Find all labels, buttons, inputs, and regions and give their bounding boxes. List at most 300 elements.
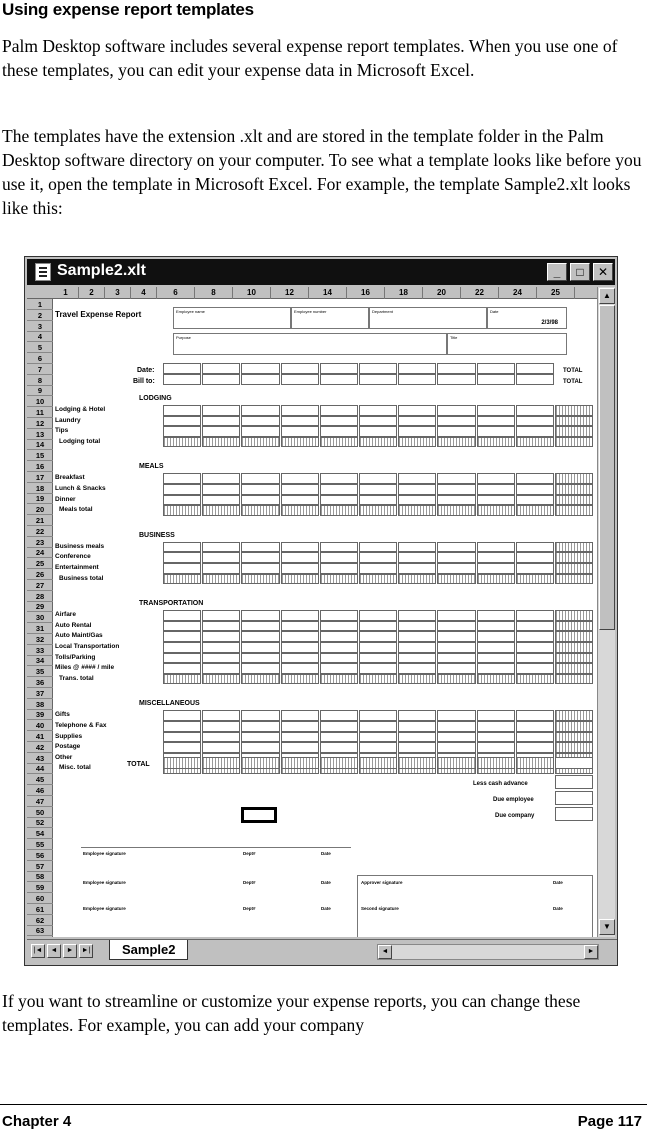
expense-cell[interactable] xyxy=(281,495,319,506)
expense-cell[interactable] xyxy=(163,473,201,484)
expense-cell[interactable] xyxy=(241,484,279,495)
column-header[interactable]: 2 xyxy=(79,287,105,299)
expense-cell[interactable] xyxy=(398,721,436,732)
row-header[interactable]: 44 xyxy=(27,763,53,774)
date-cell[interactable] xyxy=(359,363,397,374)
expense-cell[interactable] xyxy=(359,721,397,732)
expense-cell[interactable] xyxy=(516,405,554,416)
next-sheet-button[interactable]: ► xyxy=(63,944,77,958)
vertical-scrollbar[interactable] xyxy=(597,287,615,937)
row-header[interactable]: 52 xyxy=(27,817,53,828)
row-header[interactable]: 30 xyxy=(27,612,53,623)
row-header[interactable]: 47 xyxy=(27,796,53,807)
date-cell[interactable] xyxy=(437,374,475,385)
vertical-scroll-thumb[interactable] xyxy=(599,305,615,630)
expense-cell[interactable] xyxy=(241,552,279,563)
due-employee-cell[interactable] xyxy=(555,791,593,805)
date-cell[interactable] xyxy=(437,363,475,374)
expense-cell[interactable] xyxy=(398,484,436,495)
expense-cell[interactable] xyxy=(320,721,358,732)
expense-cell[interactable] xyxy=(398,653,436,664)
expense-cell[interactable] xyxy=(516,631,554,642)
expense-cell[interactable] xyxy=(437,563,475,574)
column-header[interactable]: 20 xyxy=(423,287,461,299)
expense-cell[interactable] xyxy=(398,621,436,632)
expense-cell[interactable] xyxy=(437,416,475,427)
row-header[interactable]: 7 xyxy=(27,364,53,375)
expense-cell[interactable] xyxy=(477,552,515,563)
expense-cell[interactable] xyxy=(281,721,319,732)
date-cell[interactable] xyxy=(516,374,554,385)
spreadsheet-grid[interactable] xyxy=(53,299,597,937)
expense-cell[interactable] xyxy=(320,484,358,495)
row-header[interactable]: 17 xyxy=(27,472,53,483)
expense-cell[interactable] xyxy=(398,542,436,553)
expense-cell[interactable] xyxy=(359,610,397,621)
expense-cell[interactable] xyxy=(163,563,201,574)
row-header[interactable]: 35 xyxy=(27,666,53,677)
row-header[interactable]: 45 xyxy=(27,774,53,785)
expense-cell[interactable] xyxy=(241,653,279,664)
expense-cell[interactable] xyxy=(163,642,201,653)
expense-cell[interactable] xyxy=(320,405,358,416)
expense-cell[interactable] xyxy=(320,542,358,553)
expense-cell[interactable] xyxy=(281,542,319,553)
row-header[interactable]: 43 xyxy=(27,753,53,764)
expense-cell[interactable] xyxy=(320,732,358,743)
expense-cell[interactable] xyxy=(320,610,358,621)
column-header[interactable]: 18 xyxy=(385,287,423,299)
expense-cell[interactable] xyxy=(241,721,279,732)
expense-cell[interactable] xyxy=(163,542,201,553)
expense-cell[interactable] xyxy=(281,732,319,743)
expense-cell[interactable] xyxy=(516,732,554,743)
last-sheet-button[interactable]: ►| xyxy=(79,944,93,958)
expense-cell[interactable] xyxy=(202,663,240,674)
date-field[interactable] xyxy=(487,307,567,329)
expense-cell[interactable] xyxy=(202,426,240,437)
expense-cell[interactable] xyxy=(281,405,319,416)
expense-cell[interactable] xyxy=(320,653,358,664)
expense-cell[interactable] xyxy=(359,495,397,506)
expense-cell[interactable] xyxy=(437,631,475,642)
row-header[interactable]: 32 xyxy=(27,634,53,645)
expense-cell[interactable] xyxy=(163,732,201,743)
column-header[interactable]: 16 xyxy=(347,287,385,299)
row-header[interactable]: 9 xyxy=(27,385,53,396)
expense-cell[interactable] xyxy=(359,742,397,753)
row-header[interactable]: 40 xyxy=(27,720,53,731)
expense-cell[interactable] xyxy=(281,473,319,484)
expense-cell[interactable] xyxy=(202,642,240,653)
expense-cell[interactable] xyxy=(398,742,436,753)
row-header[interactable]: 12 xyxy=(27,418,53,429)
expense-cell[interactable] xyxy=(437,405,475,416)
expense-cell[interactable] xyxy=(241,495,279,506)
expense-cell[interactable] xyxy=(320,416,358,427)
purpose-field[interactable] xyxy=(173,333,447,355)
expense-cell[interactable] xyxy=(241,563,279,574)
expense-cell[interactable] xyxy=(398,405,436,416)
expense-cell[interactable] xyxy=(163,710,201,721)
expense-cell[interactable] xyxy=(241,426,279,437)
expense-cell[interactable] xyxy=(477,742,515,753)
minimize-button[interactable]: _ xyxy=(547,263,567,281)
expense-cell[interactable] xyxy=(281,416,319,427)
date-cell[interactable] xyxy=(281,363,319,374)
expense-cell[interactable] xyxy=(359,653,397,664)
column-header[interactable]: 6 xyxy=(157,287,195,299)
expense-cell[interactable] xyxy=(163,610,201,621)
expense-cell[interactable] xyxy=(516,621,554,632)
row-header[interactable]: 50 xyxy=(27,807,53,818)
cash-advance-cell[interactable] xyxy=(555,775,593,789)
title-field[interactable] xyxy=(447,333,567,355)
expense-cell[interactable] xyxy=(477,473,515,484)
expense-cell[interactable] xyxy=(241,642,279,653)
expense-cell[interactable] xyxy=(202,495,240,506)
expense-cell[interactable] xyxy=(437,621,475,632)
expense-cell[interactable] xyxy=(320,642,358,653)
expense-cell[interactable] xyxy=(477,721,515,732)
expense-cell[interactable] xyxy=(398,552,436,563)
expense-cell[interactable] xyxy=(477,542,515,553)
row-header[interactable]: 24 xyxy=(27,547,53,558)
row-header[interactable]: 4 xyxy=(27,331,53,342)
expense-cell[interactable] xyxy=(163,405,201,416)
expense-cell[interactable] xyxy=(516,473,554,484)
expense-cell[interactable] xyxy=(437,610,475,621)
row-header[interactable]: 63 xyxy=(27,925,53,936)
expense-cell[interactable] xyxy=(477,484,515,495)
expense-cell[interactable] xyxy=(398,563,436,574)
expense-cell[interactable] xyxy=(281,552,319,563)
expense-cell[interactable] xyxy=(359,426,397,437)
expense-cell[interactable] xyxy=(202,484,240,495)
date-cell[interactable] xyxy=(241,374,279,385)
expense-cell[interactable] xyxy=(477,663,515,674)
expense-cell[interactable] xyxy=(398,642,436,653)
expense-cell[interactable] xyxy=(477,405,515,416)
row-header[interactable]: 20 xyxy=(27,504,53,515)
expense-cell[interactable] xyxy=(359,621,397,632)
expense-cell[interactable] xyxy=(241,405,279,416)
expense-cell[interactable] xyxy=(320,710,358,721)
expense-cell[interactable] xyxy=(398,416,436,427)
row-header[interactable]: 37 xyxy=(27,688,53,699)
expense-cell[interactable] xyxy=(477,621,515,632)
date-cell[interactable] xyxy=(359,374,397,385)
expense-cell[interactable] xyxy=(163,653,201,664)
expense-cell[interactable] xyxy=(359,710,397,721)
expense-cell[interactable] xyxy=(202,552,240,563)
expense-cell[interactable] xyxy=(516,663,554,674)
date-cell[interactable] xyxy=(281,374,319,385)
expense-cell[interactable] xyxy=(516,495,554,506)
row-header[interactable]: 41 xyxy=(27,731,53,742)
expense-cell[interactable] xyxy=(437,710,475,721)
expense-cell[interactable] xyxy=(202,610,240,621)
expense-cell[interactable] xyxy=(241,742,279,753)
row-header[interactable]: 11 xyxy=(27,407,53,418)
row-header[interactable]: 21 xyxy=(27,515,53,526)
date-cell[interactable] xyxy=(320,374,358,385)
expense-cell[interactable] xyxy=(202,563,240,574)
expense-cell[interactable] xyxy=(202,653,240,664)
row-header[interactable]: 27 xyxy=(27,580,53,591)
expense-cell[interactable] xyxy=(320,552,358,563)
expense-cell[interactable] xyxy=(281,642,319,653)
column-header[interactable]: 1 xyxy=(53,287,79,299)
row-header[interactable]: 16 xyxy=(27,461,53,472)
expense-cell[interactable] xyxy=(437,653,475,664)
maximize-button[interactable]: □ xyxy=(570,263,590,281)
column-header[interactable]: 25 xyxy=(537,287,575,299)
expense-cell[interactable] xyxy=(202,473,240,484)
column-header[interactable]: 4 xyxy=(131,287,157,299)
expense-cell[interactable] xyxy=(281,710,319,721)
expense-cell[interactable] xyxy=(359,631,397,642)
expense-cell[interactable] xyxy=(202,542,240,553)
row-header[interactable]: 60 xyxy=(27,893,53,904)
expense-cell[interactable] xyxy=(516,742,554,753)
expense-cell[interactable] xyxy=(163,484,201,495)
expense-cell[interactable] xyxy=(516,710,554,721)
expense-cell[interactable] xyxy=(359,416,397,427)
date-cell[interactable] xyxy=(163,374,201,385)
expense-cell[interactable] xyxy=(359,552,397,563)
expense-cell[interactable] xyxy=(516,542,554,553)
date-cell[interactable] xyxy=(320,363,358,374)
column-header[interactable]: 14 xyxy=(309,287,347,299)
row-header[interactable]: 57 xyxy=(27,861,53,872)
expense-cell[interactable] xyxy=(320,663,358,674)
expense-cell[interactable] xyxy=(359,563,397,574)
expense-cell[interactable] xyxy=(320,563,358,574)
expense-cell[interactable] xyxy=(477,495,515,506)
expense-cell[interactable] xyxy=(516,653,554,664)
row-header[interactable]: 61 xyxy=(27,904,53,915)
expense-cell[interactable] xyxy=(516,426,554,437)
date-cell[interactable] xyxy=(398,374,436,385)
row-header[interactable]: 42 xyxy=(27,742,53,753)
expense-cell[interactable] xyxy=(163,416,201,427)
expense-cell[interactable] xyxy=(320,473,358,484)
expense-cell[interactable] xyxy=(281,653,319,664)
expense-cell[interactable] xyxy=(281,631,319,642)
date-cell[interactable] xyxy=(477,363,515,374)
expense-cell[interactable] xyxy=(359,663,397,674)
expense-cell[interactable] xyxy=(477,710,515,721)
expense-cell[interactable] xyxy=(202,742,240,753)
expense-cell[interactable] xyxy=(398,473,436,484)
expense-cell[interactable] xyxy=(359,484,397,495)
date-cell[interactable] xyxy=(398,363,436,374)
row-header[interactable]: 28 xyxy=(27,591,53,602)
row-header[interactable]: 15 xyxy=(27,450,53,461)
expense-cell[interactable] xyxy=(202,710,240,721)
row-header[interactable]: 1 xyxy=(27,299,53,310)
expense-cell[interactable] xyxy=(163,621,201,632)
scroll-down-button[interactable]: ▼ xyxy=(599,919,615,935)
expense-cell[interactable] xyxy=(202,732,240,743)
expense-cell[interactable] xyxy=(241,663,279,674)
expense-cell[interactable] xyxy=(241,610,279,621)
expense-cell[interactable] xyxy=(477,610,515,621)
expense-cell[interactable] xyxy=(477,653,515,664)
expense-cell[interactable] xyxy=(398,426,436,437)
expense-cell[interactable] xyxy=(202,721,240,732)
row-header[interactable]: 13 xyxy=(27,429,53,440)
expense-cell[interactable] xyxy=(241,710,279,721)
expense-cell[interactable] xyxy=(241,416,279,427)
row-header[interactable]: 58 xyxy=(27,871,53,882)
expense-cell[interactable] xyxy=(516,552,554,563)
expense-cell[interactable] xyxy=(437,663,475,674)
expense-cell[interactable] xyxy=(202,621,240,632)
expense-cell[interactable] xyxy=(320,426,358,437)
expense-cell[interactable] xyxy=(516,610,554,621)
row-header[interactable]: 54 xyxy=(27,828,53,839)
expense-cell[interactable] xyxy=(516,416,554,427)
expense-cell[interactable] xyxy=(241,621,279,632)
row-header[interactable]: 59 xyxy=(27,882,53,893)
expense-cell[interactable] xyxy=(320,742,358,753)
expense-cell[interactable] xyxy=(281,426,319,437)
date-cell[interactable] xyxy=(477,374,515,385)
row-header[interactable]: 18 xyxy=(27,483,53,494)
expense-cell[interactable] xyxy=(437,552,475,563)
row-header[interactable]: 62 xyxy=(27,915,53,926)
expense-cell[interactable] xyxy=(163,631,201,642)
date-cell[interactable] xyxy=(202,374,240,385)
row-header[interactable]: 5 xyxy=(27,342,53,353)
expense-cell[interactable] xyxy=(359,732,397,743)
date-cell[interactable] xyxy=(516,363,554,374)
row-header[interactable]: 31 xyxy=(27,623,53,634)
date-cell[interactable] xyxy=(202,363,240,374)
row-header[interactable]: 29 xyxy=(27,601,53,612)
expense-cell[interactable] xyxy=(398,663,436,674)
expense-cell[interactable] xyxy=(477,563,515,574)
expense-cell[interactable] xyxy=(398,495,436,506)
row-header[interactable]: 36 xyxy=(27,677,53,688)
expense-cell[interactable] xyxy=(477,732,515,743)
row-header[interactable]: 3 xyxy=(27,321,53,332)
expense-cell[interactable] xyxy=(281,663,319,674)
employee-field[interactable] xyxy=(173,307,291,329)
row-header[interactable]: 22 xyxy=(27,526,53,537)
employee-number-field[interactable] xyxy=(291,307,369,329)
expense-cell[interactable] xyxy=(437,742,475,753)
expense-cell[interactable] xyxy=(281,742,319,753)
expense-cell[interactable] xyxy=(202,405,240,416)
expense-cell[interactable] xyxy=(320,621,358,632)
row-header[interactable]: 34 xyxy=(27,655,53,666)
date-cell[interactable] xyxy=(241,363,279,374)
expense-cell[interactable] xyxy=(477,642,515,653)
expense-cell[interactable] xyxy=(398,610,436,621)
expense-cell[interactable] xyxy=(281,484,319,495)
expense-cell[interactable] xyxy=(163,495,201,506)
expense-cell[interactable] xyxy=(281,563,319,574)
scroll-up-button[interactable]: ▲ xyxy=(599,288,615,304)
row-header[interactable]: 25 xyxy=(27,558,53,569)
row-header[interactable]: 38 xyxy=(27,699,53,710)
expense-cell[interactable] xyxy=(241,542,279,553)
row-header[interactable]: 33 xyxy=(27,645,53,656)
department-field[interactable] xyxy=(369,307,487,329)
expense-cell[interactable] xyxy=(516,484,554,495)
scroll-right-button[interactable]: ► xyxy=(584,945,598,959)
expense-cell[interactable] xyxy=(398,732,436,743)
expense-cell[interactable] xyxy=(398,710,436,721)
row-header[interactable]: 23 xyxy=(27,537,53,548)
expense-cell[interactable] xyxy=(359,642,397,653)
expense-cell[interactable] xyxy=(477,631,515,642)
expense-cell[interactable] xyxy=(163,426,201,437)
expense-cell[interactable] xyxy=(437,732,475,743)
row-header[interactable]: 6 xyxy=(27,353,53,364)
column-header[interactable]: 8 xyxy=(195,287,233,299)
column-header[interactable]: 12 xyxy=(271,287,309,299)
expense-cell[interactable] xyxy=(359,405,397,416)
expense-cell[interactable] xyxy=(281,621,319,632)
expense-cell[interactable] xyxy=(516,721,554,732)
expense-cell[interactable] xyxy=(163,663,201,674)
expense-cell[interactable] xyxy=(437,426,475,437)
row-header[interactable]: 19 xyxy=(27,493,53,504)
expense-cell[interactable] xyxy=(477,426,515,437)
expense-cell[interactable] xyxy=(437,495,475,506)
row-header[interactable]: 10 xyxy=(27,396,53,407)
expense-cell[interactable] xyxy=(241,631,279,642)
row-header[interactable]: 8 xyxy=(27,375,53,386)
row-header[interactable]: 46 xyxy=(27,785,53,796)
row-header[interactable]: 2 xyxy=(27,310,53,321)
expense-cell[interactable] xyxy=(437,721,475,732)
expense-cell[interactable] xyxy=(437,542,475,553)
expense-cell[interactable] xyxy=(202,631,240,642)
column-header[interactable]: 24 xyxy=(499,287,537,299)
expense-cell[interactable] xyxy=(437,642,475,653)
expense-cell[interactable] xyxy=(398,631,436,642)
row-header[interactable]: 26 xyxy=(27,569,53,580)
expense-cell[interactable] xyxy=(163,721,201,732)
expense-cell[interactable] xyxy=(163,552,201,563)
row-header[interactable]: 55 xyxy=(27,839,53,850)
expense-cell[interactable] xyxy=(320,631,358,642)
expense-cell[interactable] xyxy=(163,742,201,753)
due-company-cell[interactable] xyxy=(555,807,593,821)
expense-cell[interactable] xyxy=(241,473,279,484)
expense-cell[interactable] xyxy=(320,495,358,506)
expense-cell[interactable] xyxy=(202,416,240,427)
column-header[interactable]: 10 xyxy=(233,287,271,299)
expense-cell[interactable] xyxy=(516,642,554,653)
sheet-tab-sample2[interactable]: Sample2 xyxy=(109,940,188,960)
expense-cell[interactable] xyxy=(359,542,397,553)
expense-cell[interactable] xyxy=(437,473,475,484)
row-header[interactable]: 14 xyxy=(27,439,53,450)
row-header[interactable]: 39 xyxy=(27,709,53,720)
date-cell[interactable] xyxy=(163,363,201,374)
expense-cell[interactable] xyxy=(516,563,554,574)
column-header[interactable]: 3 xyxy=(105,287,131,299)
row-header[interactable]: 56 xyxy=(27,850,53,861)
column-header[interactable]: 22 xyxy=(461,287,499,299)
horizontal-scrollbar[interactable] xyxy=(377,944,599,960)
